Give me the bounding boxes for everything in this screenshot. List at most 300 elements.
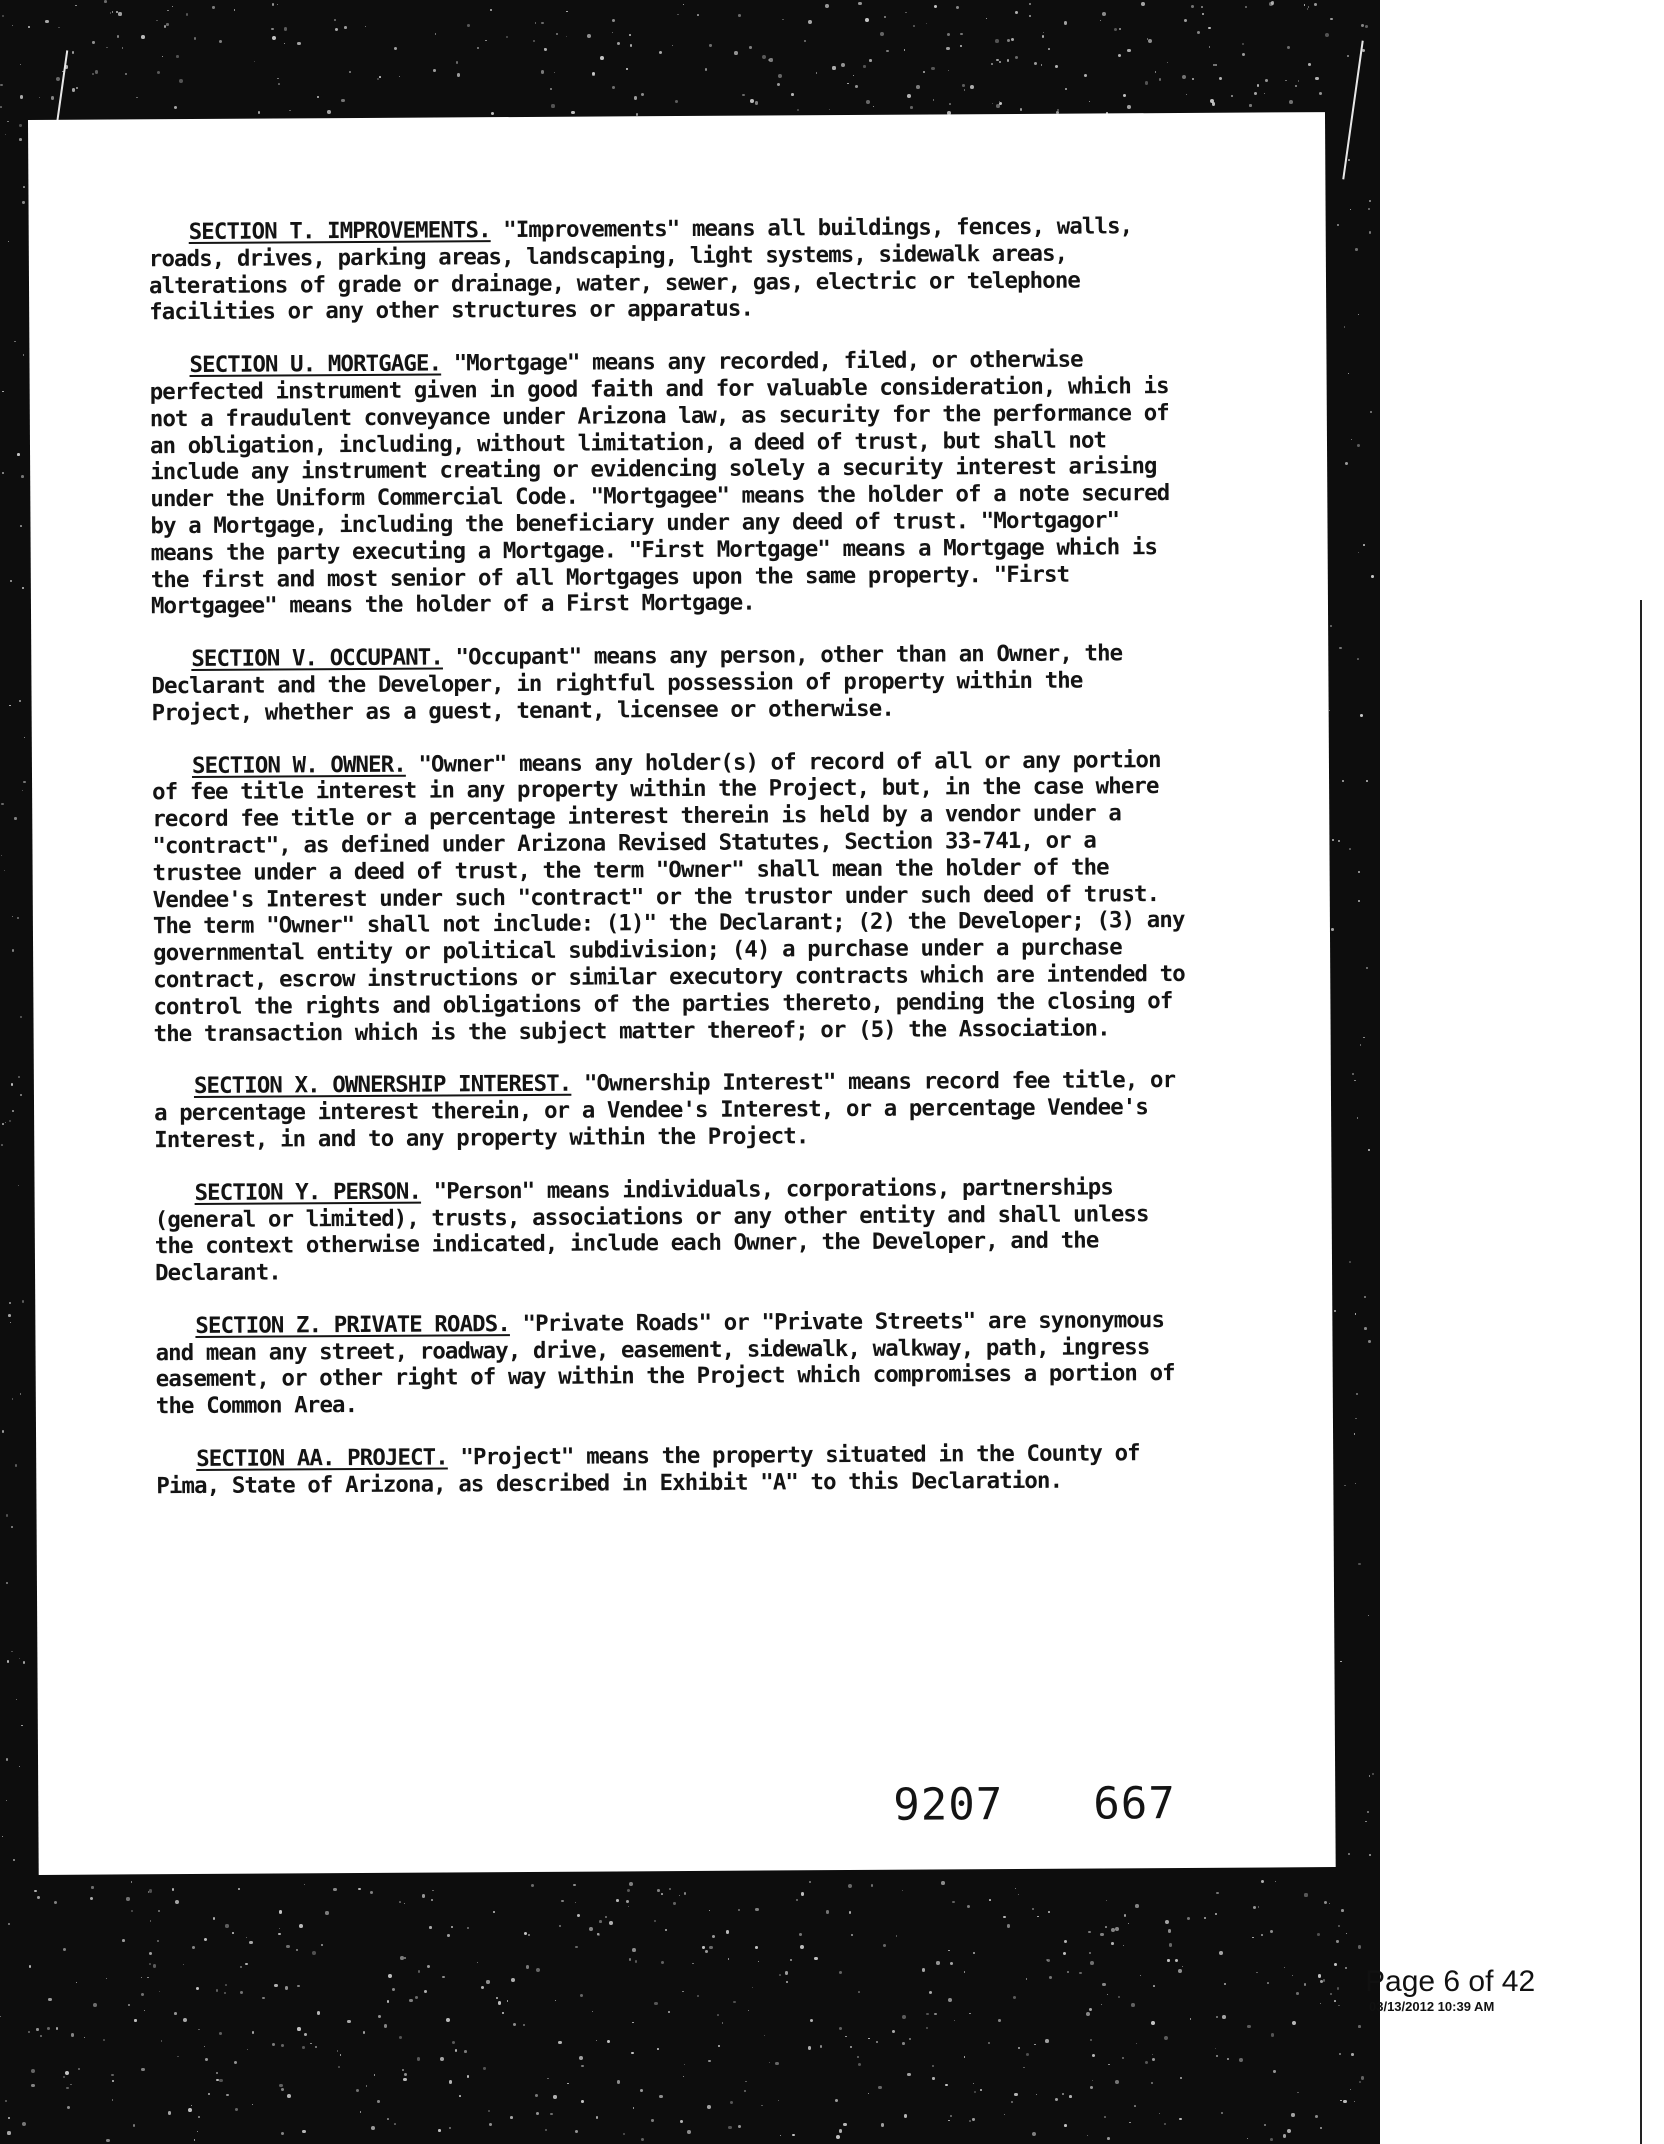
scan-noise-speck: [1369, 200, 1371, 202]
scan-noise-speck: [449, 2127, 451, 2129]
scan-noise-speck: [949, 103, 951, 105]
scan-noise-speck: [1269, 2, 1273, 6]
scan-noise-speck: [247, 2049, 248, 2050]
scan-noise-speck: [141, 35, 145, 39]
scan-noise-speck: [125, 73, 127, 75]
scan-noise-speck: [632, 2022, 634, 2024]
scan-noise-speck: [996, 104, 1000, 108]
scan-noise-speck: [418, 1970, 421, 1973]
scan-noise-speck: [281, 2088, 284, 2091]
scan-noise-speck: [814, 1957, 818, 1961]
scan-noise-speck: [1334, 2000, 1336, 2002]
scan-noise-speck: [566, 11, 568, 13]
scan-noise-speck: [1292, 1975, 1293, 1976]
scan-noise-speck: [20, 95, 24, 99]
scan-noise-speck: [1092, 2080, 1093, 2081]
scan-noise-speck: [1122, 2057, 1124, 2059]
scan-noise-speck: [1366, 780, 1368, 782]
scan-noise-speck: [8, 241, 9, 242]
scan-noise-speck: [999, 61, 1001, 63]
scan-noise-speck: [659, 51, 662, 54]
scan-noise-speck: [1370, 411, 1373, 414]
scan-noise-speck: [22, 201, 24, 203]
scan-noise-speck: [575, 2130, 579, 2134]
scan-noise-speck: [20, 1094, 23, 1097]
section-body: "Private Roads" or "Private Streets" are synonymous and mean any street, roadway, drive, easement, sidewalk, walkway, path, ingress easement, or other right of way within the Project which compromises a portion of the Common Area.: [155, 1306, 1175, 1420]
scan-noise-speck: [1365, 25, 1368, 28]
scan-noise-speck: [571, 111, 574, 114]
scan-noise-speck: [1337, 1987, 1339, 1989]
scan-noise-speck: [1334, 1310, 1335, 1311]
scan-noise-speck: [931, 67, 935, 71]
scan-noise-speck: [764, 2035, 765, 2036]
scan-noise-speck: [1292, 2021, 1296, 2025]
scan-noise-speck: [722, 2022, 724, 2024]
section-body: "Project" means the property situated in the County of Pima, State of Arizona, as described in Exhibit "A" to this Declaration.: [156, 1440, 1140, 1500]
scan-noise-speck: [8, 1923, 9, 1924]
scan-noise-speck: [106, 1978, 107, 1979]
scan-noise-speck: [748, 2010, 749, 2011]
scan-noise-speck: [950, 2115, 952, 2117]
scan-noise-speck: [28, 26, 30, 28]
scan-noise-speck: [849, 1911, 851, 1913]
scan-noise-speck: [800, 1945, 804, 1949]
scan-noise-speck: [744, 2090, 746, 2092]
scan-noise-speck: [1084, 74, 1087, 77]
scan-noise-speck: [902, 2042, 905, 2045]
scan-noise-speck: [592, 72, 596, 76]
scan-noise-speck: [365, 26, 367, 28]
scan-noise-speck: [708, 2060, 710, 2062]
scan-noise-speck: [561, 1900, 563, 1902]
scan-noise-speck: [234, 9, 236, 11]
scan-noise-speck: [1087, 2135, 1088, 2136]
scan-noise-speck: [697, 14, 699, 16]
scan-noise-speck: [1118, 1996, 1119, 1997]
scan-noise-speck: [65, 2071, 69, 2075]
scan-noise-speck: [1224, 1983, 1226, 1985]
scan-noise-speck: [70, 2084, 72, 2086]
scan-noise-speck: [302, 2046, 305, 2049]
scan-noise-speck: [433, 69, 436, 72]
scan-noise-speck: [11, 1526, 12, 1527]
scan-noise-speck: [287, 2094, 291, 2098]
scan-noise-speck: [1358, 552, 1359, 553]
scan-noise-speck: [1339, 2053, 1341, 2055]
scan-noise-speck: [1032, 1908, 1034, 1910]
scan-noise-speck: [6, 1800, 7, 1801]
scan-noise-speck: [1089, 1952, 1091, 1954]
scan-noise-speck: [31, 2069, 35, 2073]
scan-noise-speck: [358, 1888, 361, 1891]
scan-noise-speck: [738, 1909, 741, 1912]
scan-noise-speck: [378, 2015, 381, 2018]
scan-noise-speck: [1364, 1296, 1366, 1298]
scan-noise-speck: [284, 43, 285, 44]
scan-noise-speck: [281, 2132, 284, 2135]
scan-noise-speck: [161, 2040, 162, 2041]
scan-noise-speck: [224, 1992, 226, 1994]
scan-noise-speck: [916, 85, 920, 89]
scan-noise-speck: [536, 1968, 540, 1972]
scan-noise-speck: [22, 790, 23, 791]
scan-noise-speck: [1354, 1080, 1355, 1081]
scan-noise-speck: [1090, 2086, 1093, 2089]
scan-noise-speck: [225, 1984, 227, 1986]
scan-noise-speck: [980, 2089, 982, 2091]
scan-noise-speck: [581, 2065, 583, 2067]
scan-streak: [1342, 41, 1363, 180]
scan-noise-speck: [845, 2036, 847, 2038]
scan-noise-speck: [1023, 2067, 1025, 2069]
scan-noise-speck: [1308, 6, 1309, 7]
scan-noise-speck: [780, 2135, 781, 2136]
scan-noise-speck: [377, 78, 379, 80]
scan-noise-speck: [1, 855, 3, 857]
scan-noise-speck: [2, 15, 4, 17]
scan-noise-speck: [1245, 6, 1247, 8]
section-body: "Mortgage" means any recorded, filed, or otherwise perfected instrument given in good faith and for valuable consideration, which is not a fraudulent conveyance under Arizona law, as security for the performance of an obligation, including, without limitation, a deed of trust, but shall not include any instrument creating or evidencing solely a security interest arising under the Uniform Commercial Code. "Mortgagee" means the holder of a note secured by a Mortgage, including the beneficiary under any deed of trust. "Mortgagor" means the party executing a Mortgage. "First Mortgage" means a Mortgage which is the first and most senior of all Mortgages upon the same property. "First Mortgagee" means the holder of a First Mortgage.: [149, 346, 1170, 620]
scan-noise-speck: [1344, 326, 1345, 327]
scan-noise-speck: [485, 40, 487, 42]
scan-noise-speck: [117, 35, 120, 38]
scan-noise-speck: [1048, 1911, 1050, 1913]
scan-noise-speck: [0, 84, 2, 86]
scan-noise-speck: [972, 2118, 974, 2120]
scan-noise-speck: [1018, 2047, 1020, 2049]
scan-noise-speck: [281, 2044, 284, 2047]
scan-noise-speck: [705, 68, 708, 71]
scan-noise-speck: [692, 1963, 693, 1964]
scan-noise-speck: [629, 1882, 633, 1886]
scan-noise-speck: [1304, 1893, 1307, 1896]
scan-noise-speck: [600, 56, 604, 60]
scan-noise-speck: [1069, 2095, 1072, 2098]
scan-noise-speck: [1304, 1983, 1306, 1985]
scan-noise-speck: [742, 94, 744, 96]
scan-noise-speck: [651, 2119, 653, 2121]
scan-noise-speck: [1102, 1983, 1105, 1986]
scan-noise-speck: [730, 2101, 733, 2104]
scan-noise-speck: [1204, 1917, 1206, 1919]
scan-noise-speck: [1348, 159, 1350, 161]
scan-noise-speck: [1254, 92, 1257, 95]
scan-noise-speck: [550, 2113, 552, 2115]
scan-noise-speck: [156, 20, 158, 22]
scan-noise-speck: [36, 2028, 38, 2030]
scan-noise-speck: [126, 1897, 129, 1900]
scan-noise-speck: [553, 2095, 556, 2098]
scan-noise-speck: [349, 71, 351, 73]
scan-noise-speck: [296, 1949, 298, 1951]
scan-noise-speck: [755, 101, 759, 105]
scan-noise-speck: [810, 2019, 813, 2022]
scan-noise-speck: [1347, 55, 1349, 57]
scan-noise-speck: [1330, 625, 1332, 627]
scan-noise-speck: [427, 1965, 430, 1968]
scan-noise-speck: [157, 71, 160, 74]
scan-noise-speck: [409, 1999, 413, 2003]
scan-noise-speck: [956, 6, 959, 9]
scan-noise-speck: [477, 1962, 478, 1963]
scan-noise-speck: [112, 2099, 114, 2101]
scan-noise-speck: [1325, 33, 1329, 37]
scan-noise-speck: [1208, 27, 1210, 29]
scan-noise-speck: [399, 1901, 401, 1903]
section-body: "Occupant" means any person, other than an Owner, the Declarant and the Developer, in rightful possession of property within the Project, whether as a guest, tenant, licensee or otherwise.: [151, 640, 1123, 727]
scan-noise-speck: [1319, 92, 1322, 95]
scan-noise-speck: [341, 99, 344, 102]
scan-noise-speck: [186, 13, 188, 15]
scan-noise-speck: [502, 2012, 503, 2013]
scan-noise-speck: [1351, 439, 1353, 441]
scan-noise-speck: [778, 74, 782, 78]
scan-noise-speck: [297, 2027, 301, 2031]
scan-noise-speck: [1324, 1901, 1327, 1904]
scan-noise-speck: [1320, 2127, 1322, 2129]
scan-noise-speck: [1323, 1979, 1326, 1982]
scan-noise-speck: [654, 1920, 656, 1922]
scan-noise-speck: [1100, 1933, 1104, 1937]
scan-noise-speck: [1032, 2132, 1036, 2136]
scan-noise-speck: [122, 1939, 125, 1942]
scan-noise-speck: [1289, 100, 1293, 104]
scan-noise-speck: [272, 3, 274, 5]
scan-noise-speck: [1013, 1996, 1016, 1999]
scan-noise-speck: [149, 1963, 151, 1965]
scan-noise-speck: [1118, 54, 1121, 57]
scan-noise-speck: [687, 2130, 691, 2134]
scan-noise-speck: [1358, 2025, 1361, 2028]
scan-noise-speck: [1015, 11, 1018, 14]
scan-noise-speck: [973, 2083, 974, 2084]
scan-noise-speck: [996, 59, 999, 62]
scan-noise-speck: [10, 1322, 12, 1324]
scan-noise-speck: [1020, 108, 1023, 111]
scan-noise-speck: [1357, 658, 1359, 660]
scan-noise-speck: [829, 109, 831, 111]
scan-noise-speck: [399, 2036, 402, 2039]
scan-noise-speck: [22, 587, 25, 590]
scan-noise-speck: [718, 2045, 719, 2046]
scan-noise-speck: [641, 2138, 644, 2141]
scan-noise-speck: [21, 475, 24, 478]
scan-noise-speck: [1180, 2077, 1182, 2079]
scan-noise-speck: [528, 1934, 531, 1937]
scan-noise-speck: [486, 1980, 489, 1983]
scan-noise-speck: [851, 1934, 854, 1937]
scan-noise-speck: [728, 2126, 732, 2130]
scan-noise-speck: [933, 99, 935, 101]
scan-noise-speck: [274, 1984, 278, 1988]
scan-noise-speck: [913, 25, 915, 27]
section-body: "Ownership Interest" means record fee title, or a percentage interest therein, or a Vendee's Interest, or a percentage Vendee's Interest, in and to any property within the Project.: [153, 1067, 1176, 1154]
scan-noise-speck: [769, 2062, 770, 2063]
scan-noise-speck: [1015, 56, 1018, 59]
scan-noise-speck: [702, 1946, 704, 1948]
scan-noise-speck: [302, 2130, 306, 2134]
scan-noise-speck: [19, 700, 21, 702]
scan-noise-speck: [636, 113, 638, 115]
scan-noise-speck: [1034, 2044, 1036, 2046]
scan-noise-speck: [989, 1899, 991, 1901]
scan-noise-speck: [1365, 1821, 1367, 1823]
scan-noise-speck: [388, 1974, 392, 1978]
scan-noise-speck: [1123, 1945, 1124, 1946]
scan-noise-speck: [440, 2057, 444, 2061]
scan-noise-speck: [191, 2105, 193, 2107]
scan-noise-speck: [881, 2123, 884, 2126]
scan-noise-speck: [973, 1952, 975, 1954]
scan-noise-speck: [1273, 2070, 1275, 2072]
scan-noise-speck: [2, 1836, 3, 1837]
scan-noise-speck: [761, 2105, 763, 2107]
scan-noise-speck: [934, 2013, 937, 2016]
scan-noise-speck: [19, 138, 22, 141]
scan-noise-speck: [945, 2084, 947, 2086]
scan-noise-speck: [1242, 43, 1244, 45]
scan-noise-speck: [183, 1964, 184, 1965]
scan-noise-speck: [400, 1956, 404, 1960]
scan-noise-speck: [1151, 2082, 1153, 2084]
scan-noise-speck: [284, 27, 287, 30]
scan-noise-speck: [545, 2129, 547, 2131]
scan-noise-speck: [1355, 1483, 1357, 1485]
scan-noise-speck: [1253, 1906, 1256, 1909]
scan-noise-speck: [1369, 231, 1372, 234]
scan-noise-speck: [58, 27, 60, 29]
scan-noise-speck: [513, 2023, 516, 2026]
scan-noise-speck: [1345, 1967, 1346, 1968]
scan-noise-speck: [1167, 1959, 1169, 1961]
scan-noise-speck: [1, 1144, 3, 1146]
scan-noise-speck: [337, 2050, 338, 2051]
scan-noise-speck: [1152, 2054, 1153, 2055]
scan-noise-speck: [451, 1926, 453, 1928]
page-footer: [1365, 1965, 1565, 2014]
scan-noise-speck: [1165, 1920, 1169, 1924]
scan-noise-speck: [969, 2013, 971, 2015]
scan-noise-speck: [394, 2123, 396, 2125]
scan-noise-speck: [835, 2099, 838, 2102]
scan-noise-speck: [240, 1966, 242, 1968]
scan-noise-speck: [489, 2123, 492, 2126]
scan-noise-speck: [299, 1924, 303, 1928]
scan-noise-speck: [1197, 31, 1200, 34]
scan-noise-speck: [204, 2046, 205, 2047]
scan-noise-speck: [799, 1933, 802, 1936]
scan-noise-speck: [634, 96, 638, 100]
scan-noise-speck: [1349, 848, 1351, 850]
scan-noise-speck: [1004, 2114, 1005, 2115]
scan-noise-speck: [1307, 8, 1309, 10]
scan-noise-speck: [988, 2042, 990, 2044]
scan-noise-speck: [334, 19, 336, 21]
scan-noise-speck: [559, 1925, 560, 1926]
scan-noise-speck: [683, 4, 684, 5]
scan-noise-speck: [179, 79, 183, 83]
scan-noise-speck: [533, 40, 535, 42]
scan-noise-speck: [1368, 1340, 1371, 1343]
scan-noise-speck: [555, 2000, 556, 2001]
scan-noise-speck: [804, 40, 806, 42]
scan-noise-speck: [575, 1902, 576, 1903]
scan-noise-speck: [932, 2065, 934, 2067]
scan-noise-speck: [969, 2120, 971, 2122]
scan-noise-speck: [1151, 2021, 1155, 2025]
scan-noise-speck: [596, 2040, 597, 2041]
scan-noise-speck: [865, 18, 869, 22]
scan-noise-speck: [315, 2046, 318, 2049]
scan-noise-speck: [56, 77, 60, 81]
scan-noise-speck: [7, 121, 9, 123]
scan-noise-speck: [907, 94, 911, 98]
scan-noise-speck: [1357, 444, 1360, 447]
scan-noise-speck: [657, 2048, 659, 2050]
section-t: [149, 213, 1190, 327]
scan-noise-speck: [457, 73, 461, 77]
scan-noise-speck: [1320, 2003, 1321, 2004]
scan-noise-speck: [2, 472, 4, 474]
scan-noise-speck: [948, 1998, 952, 2002]
scan-noise-speck: [177, 2056, 178, 2057]
scan-noise-speck: [926, 2013, 928, 2015]
scan-noise-speck: [106, 47, 107, 48]
scan-noise-speck: [0, 2016, 1, 2017]
scan-noise-speck: [808, 2046, 811, 2049]
scan-noise-speck: [141, 1993, 144, 1996]
page-number: 667: [1093, 1778, 1176, 1830]
scan-noise-speck: [1337, 224, 1339, 226]
scan-noise-speck: [782, 19, 784, 21]
scan-noise-speck: [2, 391, 3, 392]
scan-noise-speck: [936, 1961, 939, 1964]
scan-noise-speck: [5, 2100, 7, 2102]
section-y: [154, 1174, 1195, 1288]
scan-noise-speck: [657, 1889, 660, 1892]
scan-noise-speck: [1114, 28, 1118, 32]
scan-noise-speck: [1315, 77, 1318, 80]
scan-noise-speck: [392, 1988, 396, 1992]
scan-noise-speck: [623, 2133, 625, 2135]
scan-noise-speck: [841, 63, 845, 67]
scan-noise-speck: [661, 1961, 664, 1964]
scan-noise-speck: [194, 37, 196, 39]
scan-noise-speck: [424, 1990, 427, 1993]
scan-noise-speck: [605, 1916, 607, 1918]
scan-noise-speck: [1372, 1773, 1374, 1775]
scan-noise-speck: [1361, 24, 1364, 27]
section-heading: SECTION U. MORTGAGE.: [189, 350, 442, 379]
scan-noise-speck: [910, 106, 913, 109]
scan-noise-speck: [110, 12, 111, 13]
scan-noise-speck: [1358, 900, 1360, 902]
scan-noise-speck: [1036, 2094, 1037, 2095]
scan-noise-speck: [297, 1985, 299, 1987]
scan-noise-speck: [816, 72, 817, 73]
scan-noise-speck: [254, 61, 255, 62]
scan-noise-speck: [1341, 1909, 1344, 1912]
scan-noise-speck: [863, 65, 865, 67]
scan-noise-speck: [279, 2084, 282, 2087]
scan-noise-speck: [1064, 1940, 1067, 1943]
scan-noise-speck: [31, 2084, 34, 2087]
scan-noise-speck: [1111, 1928, 1115, 1932]
scan-noise-speck: [72, 51, 75, 54]
scan-noise-speck: [1167, 62, 1168, 63]
scan-noise-speck: [1182, 1966, 1183, 1967]
scan-noise-speck: [948, 2120, 949, 2121]
